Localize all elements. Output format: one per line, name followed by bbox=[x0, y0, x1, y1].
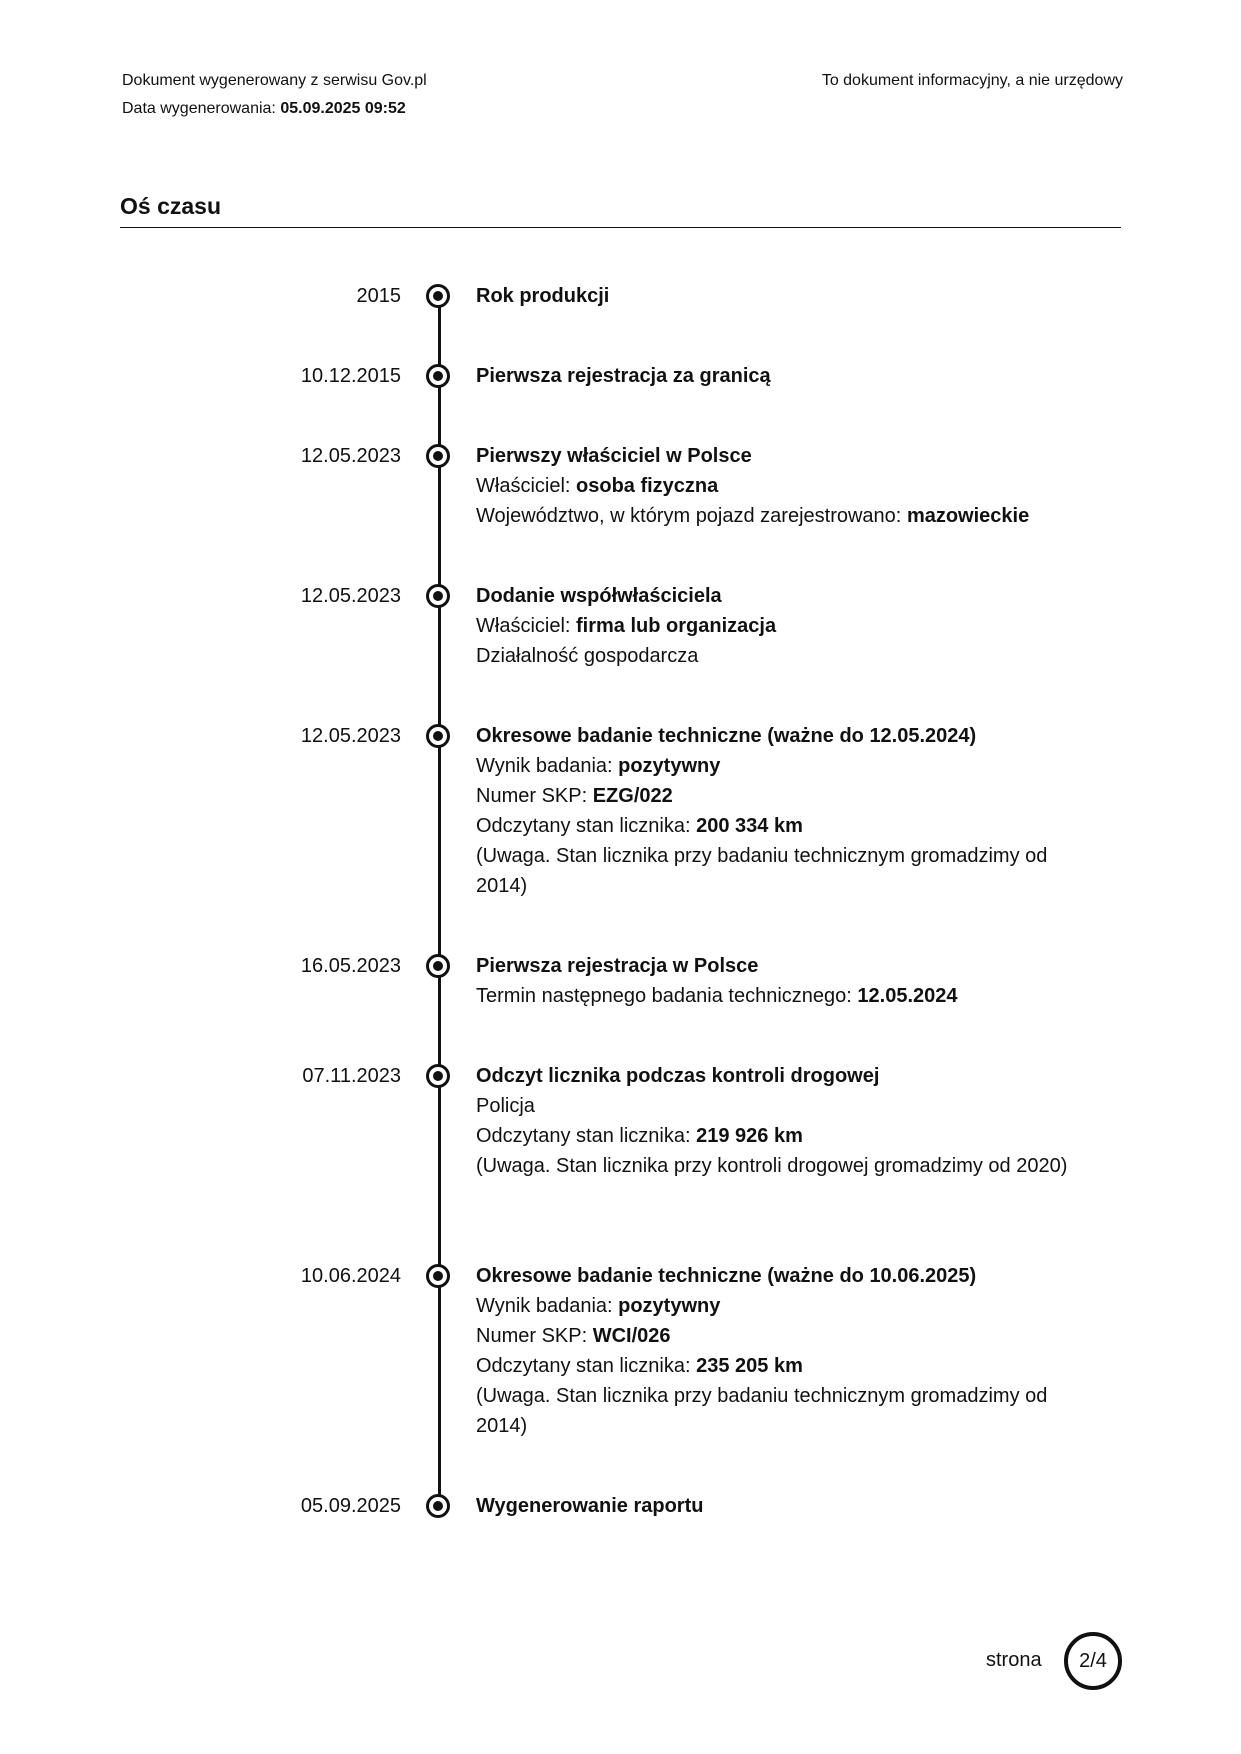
detail-label: Odczytany stan licznika: bbox=[476, 1355, 691, 1377]
page-label: strona bbox=[986, 1649, 1042, 1671]
event-date: 12.05.2023 bbox=[300, 445, 401, 467]
event-note: (Uwaga. Stan licznika przy kontroli drogowej gromadzimy od 2020) bbox=[476, 1155, 1068, 1177]
event-date: 12.05.2023 bbox=[300, 585, 401, 607]
detail-value: 219 926 km bbox=[696, 1125, 803, 1147]
event-title: Wygenerowanie raportu bbox=[476, 1495, 704, 1517]
timeline-dot-icon bbox=[426, 954, 450, 978]
detail-value: pozytywny bbox=[618, 755, 721, 777]
event-detail bbox=[476, 981, 1076, 1011]
event-date: 05.09.2025 bbox=[300, 1495, 401, 1517]
event-detail bbox=[476, 811, 1076, 841]
event-detail bbox=[476, 1321, 1076, 1351]
generation-date-label: Data wygenerowania: bbox=[122, 100, 276, 117]
event-detail bbox=[476, 1121, 1076, 1151]
generation-date-value: 05.09.2025 09:52 bbox=[280, 100, 406, 117]
detail-label: Odczytany stan licznika: bbox=[476, 1125, 691, 1147]
event-title: Okresowe badanie techniczne (ważne do 10.06.2025) bbox=[476, 1265, 977, 1287]
timeline-dot-icon bbox=[426, 584, 450, 608]
detail-value: mazowieckie bbox=[906, 505, 1030, 527]
timeline-dot-icon bbox=[426, 1064, 450, 1088]
event-detail-text: Działalność gospodarcza bbox=[476, 645, 699, 667]
detail-label: Numer SKP: bbox=[476, 785, 588, 807]
detail-value: osoba fizyczna bbox=[576, 475, 719, 497]
event-detail bbox=[476, 1351, 1076, 1381]
event-title: Okresowe badanie techniczne (ważne do 12.05.2024) bbox=[476, 725, 977, 747]
event-body bbox=[476, 1061, 1076, 1181]
timeline-dot-icon bbox=[426, 1494, 450, 1518]
detail-label: Odczytany stan licznika: bbox=[476, 815, 691, 837]
detail-value: 200 334 km bbox=[696, 815, 803, 837]
section-title: Oś czasu bbox=[120, 193, 221, 219]
section-divider bbox=[120, 227, 1121, 228]
timeline-dot-icon bbox=[426, 444, 450, 468]
page-number-badge bbox=[1064, 1632, 1122, 1690]
event-body bbox=[476, 951, 1076, 1011]
detail-label: Numer SKP: bbox=[476, 1325, 588, 1347]
event-note: (Uwaga. Stan licznika przy badaniu technicznym gromadzimy od 2014) bbox=[476, 845, 1048, 897]
event-title: Pierwsza rejestracja w Polsce bbox=[476, 955, 759, 977]
event-date: 10.06.2024 bbox=[300, 1265, 401, 1287]
event-title: Dodanie współwłaściciela bbox=[476, 585, 722, 607]
event-title: Pierwsza rejestracja za granicą bbox=[476, 365, 771, 387]
event-body bbox=[476, 721, 1076, 901]
detail-label: Termin następnego badania technicznego: bbox=[476, 985, 852, 1007]
detail-label: Właściciel: bbox=[476, 615, 571, 637]
event-date: 10.12.2015 bbox=[300, 365, 401, 387]
event-date: 16.05.2023 bbox=[300, 955, 401, 977]
event-detail bbox=[476, 611, 1076, 641]
source-note: Dokument wygenerowany z serwisu Gov.pl bbox=[122, 72, 427, 89]
disclaimer: To dokument informacyjny, a nie urzędowy bbox=[821, 72, 1123, 89]
event-date: 2015 bbox=[356, 285, 401, 307]
detail-value: firma lub organizacja bbox=[576, 615, 777, 637]
event-body bbox=[476, 441, 1076, 531]
detail-value: 235 205 km bbox=[696, 1355, 803, 1377]
event-date: 12.05.2023 bbox=[300, 725, 401, 747]
event-body bbox=[476, 281, 1076, 311]
timeline-line bbox=[438, 296, 441, 1511]
timeline-dot-icon bbox=[426, 364, 450, 388]
event-note: (Uwaga. Stan licznika przy badaniu technicznym gromadzimy od 2014) bbox=[476, 1385, 1048, 1437]
page-number: 2/4 bbox=[1079, 1650, 1107, 1672]
detail-label: Wynik badania: bbox=[476, 1295, 613, 1317]
detail-value: WCI/026 bbox=[592, 1325, 671, 1347]
timeline-dot-icon bbox=[426, 1264, 450, 1288]
event-detail-text: Policja bbox=[476, 1095, 535, 1117]
timeline-dot-icon bbox=[426, 284, 450, 308]
event-body bbox=[476, 1491, 1076, 1521]
event-title: Odczyt licznika podczas kontroli drogowej bbox=[476, 1065, 880, 1087]
generation-date bbox=[122, 99, 406, 119]
detail-label: Województwo, w którym pojazd zarejestrowano: bbox=[476, 505, 902, 527]
event-body bbox=[476, 581, 1076, 671]
detail-label: Wynik badania: bbox=[476, 755, 613, 777]
event-title: Rok produkcji bbox=[476, 285, 610, 307]
event-detail bbox=[476, 501, 1076, 531]
event-title: Pierwszy właściciel w Polsce bbox=[476, 445, 752, 467]
event-detail bbox=[476, 1291, 1076, 1321]
detail-value: 12.05.2024 bbox=[857, 985, 958, 1007]
event-detail bbox=[476, 471, 1076, 501]
event-body bbox=[476, 1261, 1076, 1441]
detail-value: pozytywny bbox=[618, 1295, 721, 1317]
event-date: 07.11.2023 bbox=[302, 1065, 401, 1087]
event-detail bbox=[476, 751, 1076, 781]
timeline-dot-icon bbox=[426, 724, 450, 748]
detail-label: Właściciel: bbox=[476, 475, 571, 497]
detail-value: EZG/022 bbox=[592, 785, 673, 807]
event-body bbox=[476, 361, 1076, 391]
event-detail bbox=[476, 781, 1076, 811]
